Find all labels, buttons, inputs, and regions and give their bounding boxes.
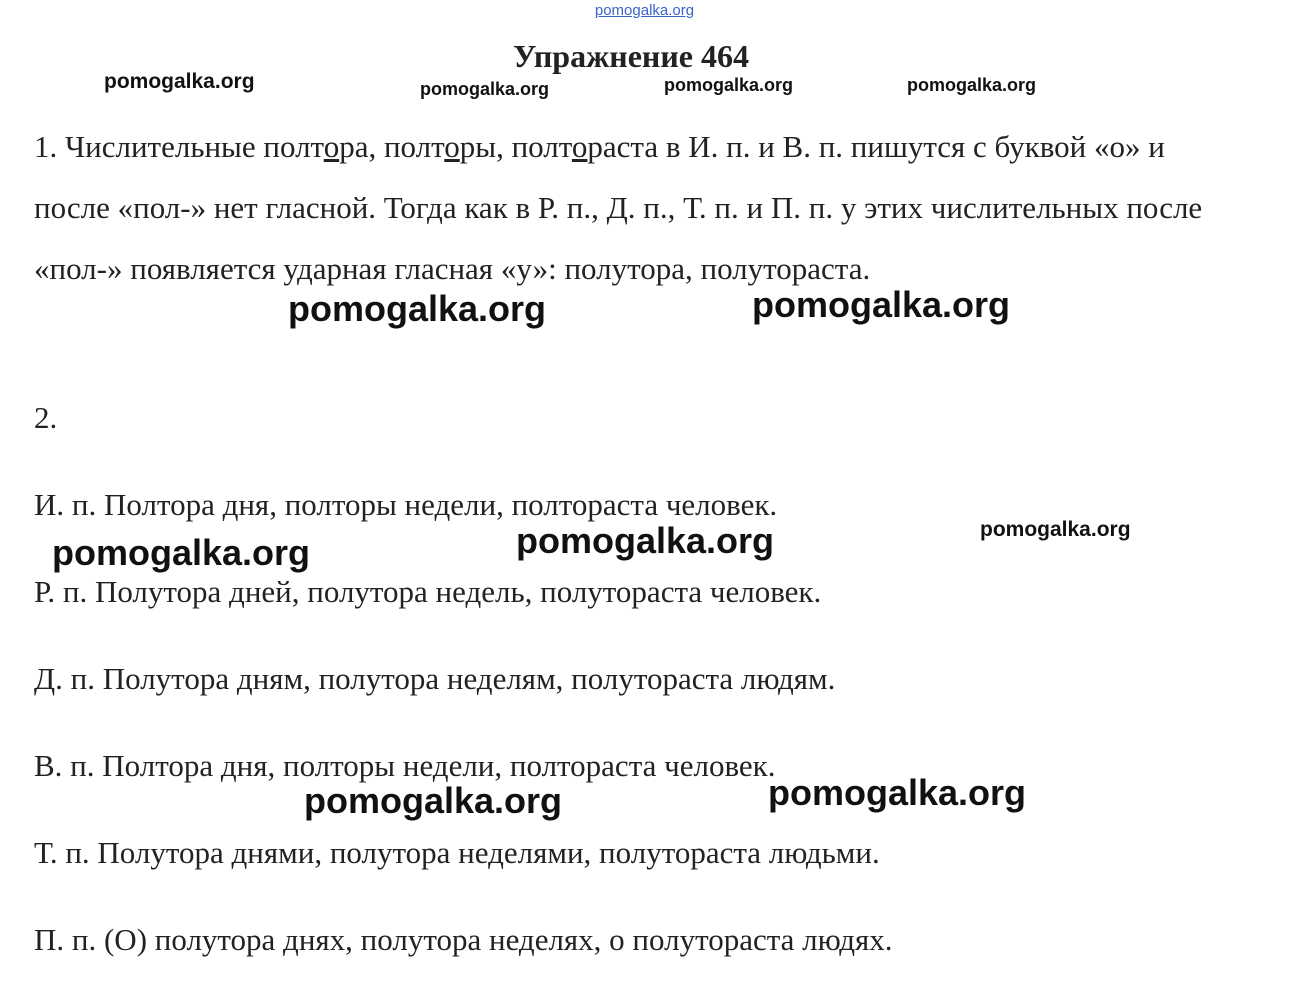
watermark: pomogalka.org [420, 79, 550, 99]
watermark: pomogalka.org [664, 75, 794, 95]
watermark: pomogalka.org [907, 75, 1037, 95]
case-line-dative: Д. п. Полутора дням, полутора неделям, полутораста людям. [34, 661, 836, 696]
watermark: pomogalka.org [104, 70, 255, 93]
case-line-prepositional: П. п. (О) полутора днях, полутора неделях, о полутораста людях. [34, 922, 893, 957]
watermark: pomogalka.org [980, 518, 1131, 541]
case-line-accusative: В. п. Полтора дня, полторы недели, полтораста человек. [34, 748, 776, 783]
exercise-title: Упражнение 464 [512, 38, 749, 74]
watermark: pomogalka.org [516, 520, 775, 561]
watermark: pomogalka.org [752, 284, 1011, 325]
watermark: pomogalka.org [288, 288, 547, 329]
paragraph-1: 1. Числительные полтора, полторы, полтораста в И. п. и В. п. пишутся с буквой «о» и после «пол-» нет гласной. Тогда как в Р. п., Д. п., Т. п. и П. п. у этих числительных после «пол-» появляется ударная гласная «у»: полутора, полутораста. [34, 129, 1203, 286]
section-2-label: 2. [34, 400, 58, 435]
case-line-nominative: И. п. Полтора дня, полторы недели, полтораста человек. [34, 487, 778, 522]
watermark: pomogalka.org [304, 780, 563, 821]
case-line-genitive: Р. п. Полутора дней, полутора недель, полутораста человек. [34, 574, 822, 609]
watermark: pomogalka.org [768, 772, 1027, 813]
site-link[interactable]: pomogalka.org [594, 2, 695, 19]
watermark: pomogalka.org [52, 532, 311, 573]
case-line-instrumental: Т. п. Полутора днями, полутора неделями, полутораста людьми. [34, 835, 880, 870]
